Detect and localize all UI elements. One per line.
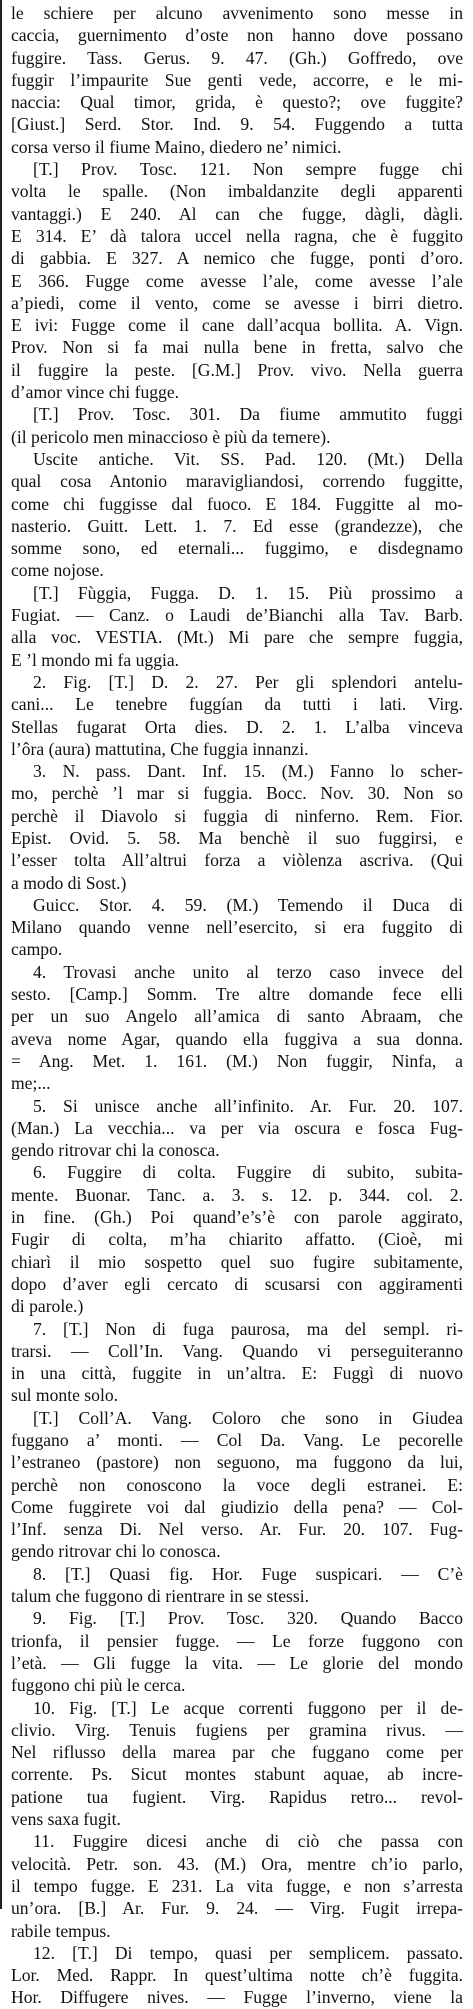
text-line: 5. Si unisce anche all’infinito. Ar. Fur. 20. 107. xyxy=(33,1095,463,1116)
text-line: dopo d’aver egli cercato di scusarsi con aggiramenti xyxy=(11,1273,463,1294)
text-line: qual cosa Antonio maravigliandosi, correndo fuggitte, xyxy=(11,471,463,492)
text-line: trionfa, il pensier fugge. — Le forze fuggono con xyxy=(11,1630,463,1651)
text-line: vens saxa fugit. xyxy=(11,1809,121,1830)
text-line: sesto. [Camp.] Somm. Tre altre domande fece elli xyxy=(11,984,463,1005)
text-line: talum che fuggono di rientrare in se stessi. xyxy=(11,1586,310,1607)
text-line: 3. N. pass. Dant. Inf. 15. (M.) Fanno lo scher- xyxy=(33,761,463,782)
text-line: il fuggire la peste. [G.M.] Prov. vivo. Nella guerra xyxy=(11,359,463,380)
text-line: 7. [T.] Non di fuga paurosa, ma del sempl. ri- xyxy=(33,1318,463,1339)
text-line: gendo ritrovar chi lo conosca. xyxy=(11,1541,221,1562)
text-line: il tempo fugge. E 231. La vita fugge, e non s’arresta xyxy=(11,1875,463,1896)
text-line: l’estraneo (pastore) non seguono, ma fuggono da lui, xyxy=(11,1452,463,1473)
text-line: cani... Le tenebre fuggían da tutti i lati. Virg. xyxy=(11,694,463,715)
text-line: le schiere per alcuno avvenimento sono messe in xyxy=(11,3,463,23)
text-line: come nojose. xyxy=(11,560,104,581)
text-line: alla voc. VESTIA. (Mt.) Mi pare che sempre fuggia, xyxy=(11,627,463,648)
text-line: Nel riflusso della marea par che fuggano come per xyxy=(11,1742,463,1763)
text-line: di gabbia. E 327. A nemico che fugge, ponti d’oro. xyxy=(11,248,463,269)
text-line: come chi fuggisse dal fuoco. E 184. Fuggitte al mo- xyxy=(11,493,463,514)
text-line: d’amor vince chi fugge. xyxy=(11,382,180,403)
text-line: campo. xyxy=(11,939,63,960)
text-line: fuggir l’impaurite Sue genti vede, accorre, e le mi- xyxy=(11,69,463,90)
text-line: clivio. Virg. Tenuis fugiens per gramina rivus. — xyxy=(11,1719,463,1740)
text-line: Stellas fugarat Orta dies. D. 2. 1. L’alba vinceva xyxy=(11,716,463,737)
text-line: perchè il Diavolo si fuggia di ninferno. Rem. Fior. xyxy=(11,805,463,826)
text-line: [T.] Prov. Tosc. 301. Da fiume ammutito fuggi xyxy=(33,404,463,425)
text-line: caccia, guernimento d’oste non hanno dove possano xyxy=(11,25,463,46)
text-line: = Ang. Met. 1. 161. (M.) Non fuggir, Ninfa, a xyxy=(11,1050,463,1071)
text-line: [Giust.] Serd. Stor. Ind. 9. 54. Fuggendo a tutta xyxy=(11,114,463,135)
text-line: in fine. (Gh.) Poi quand’e’s’è con parole aggirato, xyxy=(11,1207,463,1228)
text-line: [T.] Prov. Tosc. 121. Non sempre fugge chi xyxy=(33,159,463,180)
text-line: aveva nome Agar, quando ella fuggiva a sua donna. xyxy=(11,1028,463,1049)
text-line: Guicc. Stor. 4. 59. (M.) Temendo il Duca di xyxy=(33,894,463,915)
text-line: per un suo Angelo all’amica di santo Abraam, che xyxy=(11,1006,463,1027)
text-line: patione tua fugient. Virg. Rapidus retro... revol- xyxy=(11,1786,463,1807)
text-line: 8. [T.] Quasi fig. Hor. Fuge suspicari. — C’è xyxy=(33,1563,463,1584)
text-line: 6. Fuggire di colta. Fuggire di subito, subita- xyxy=(33,1162,463,1183)
text-line: (Man.) La vecchia... va per via oscura e fosca Fug- xyxy=(11,1117,463,1138)
text-line: Fugir di colta, m’ha chiarito affatto. (Cioè, mi xyxy=(11,1229,463,1250)
text-line: Fugiat. — Canz. o Laudi de’Bianchi alla Tav. Barb. xyxy=(11,605,463,626)
text-line: perchè non conoscono la voce degli estranei. E: xyxy=(11,1474,463,1495)
text-line: Epist. Ovid. 5. 58. Ma benchè il suo fuggirsi, e xyxy=(11,827,463,848)
text-line: E ’l mondo mi fa uggia. xyxy=(11,649,180,670)
text-line: somme sono, ed eternali... fuggimo, e disdegnamo xyxy=(11,538,463,559)
text-line: E ivi: Fugge come il cane dall’acqua bollita. A. Vign. xyxy=(11,315,463,336)
text-line: Come fuggirete voi dal giudizio della pena? — Col- xyxy=(11,1496,463,1517)
text-line: Prov. Non si fa mai nulla bene in fretta, salvo che xyxy=(11,337,463,358)
text-line: mo, perchè ’l mar si fuggia. Bocc. Nov. 30. Non so xyxy=(11,783,463,804)
text-line: Uscite antiche. Vit. SS. Pad. 120. (Mt.) Della xyxy=(33,448,463,469)
text-line: chiarì il mio sospetto quel suo fugire subitamente, xyxy=(11,1251,463,1272)
text-line: Milano quando venne nell’esercito, si era fuggito di xyxy=(11,917,463,938)
text-line: 12. [T.] Di tempo, quasi per semplicem. passato. xyxy=(33,1942,463,1963)
text-line: corsa verso il fiume Maino, diedero ne’ nimici. xyxy=(11,136,342,157)
text-line: velocità. Petr. son. 43. (M.) Ora, mentre ch’io parlo, xyxy=(11,1853,463,1874)
text-line: a’piedi, come il vento, come se avesse i birri dietro. xyxy=(11,292,463,313)
text-line: 9. Fig. [T.] Prov. Tosc. 320. Quando Bacco xyxy=(33,1608,463,1629)
text-line: me;... xyxy=(11,1073,51,1094)
text-line: 4. Trovasi anche unito al terzo caso invece del xyxy=(33,961,463,982)
text-line: 11. Fuggire dicesi anche di ciò che passa con xyxy=(33,1831,463,1852)
text-line: corrente. Ps. Sicut montes stabunt aquae, ab incre- xyxy=(11,1764,463,1785)
text-line: in una città, fuggite in un’altra. E: Fuggì di nuovo xyxy=(11,1363,463,1384)
text-line: Lor. Med. Rappr. In quest’ultima notte ch’è fuggita. xyxy=(11,1965,463,1986)
text-line: [T.] Coll’A. Vang. Coloro che sono in Giudea xyxy=(33,1407,463,1428)
text-line: 10. Fig. [T.] Le acque correnti fuggono per il de- xyxy=(33,1697,463,1718)
text-line: trarsi. — Coll’In. Vang. Quando vi perseguiteranno xyxy=(11,1340,463,1361)
text-line: gendo ritrovar chi la conosca. xyxy=(11,1140,220,1161)
text-line: sul monte solo. xyxy=(11,1385,119,1406)
text-line: mente. Buonar. Tanc. a. 3. s. 12. p. 344. col. 2. xyxy=(11,1184,463,1205)
text-line: un’ora. [B.] Ar. Fur. 9. 24. — Virg. Fugit irrepa- xyxy=(11,1898,463,1919)
text-line: volta le spalle. (Non imbaldanzite degli apparenti xyxy=(11,181,463,202)
text-line: Hor. Diffugere nives. — Fugge l’inverno, viene la xyxy=(11,1987,463,2008)
entry-text-column xyxy=(11,2,463,2009)
text-line: vantaggi.) E 240. Al can che fugge, dàgli, dàgli. xyxy=(11,203,463,224)
text-line: a modo di Sost.) xyxy=(11,872,127,893)
text-line: l’età. — Gli fugge la vita. — Le glorie del mondo xyxy=(11,1652,463,1673)
text-line: fuggano a’ monti. — Col Da. Vang. Le pecorelle xyxy=(11,1430,463,1450)
text-line: (il pericolo men minaccioso è più da temere). xyxy=(11,426,331,447)
text-line: [T.] Fùggia, Fugga. D. 1. 15. Più prossimo a xyxy=(33,582,463,603)
text-line: di parole.) xyxy=(11,1296,84,1317)
text-line: l’ôra (aura) mattutina, Che fuggia innanzi. xyxy=(11,738,309,759)
text-line: naccia: Qual timor, grida, è questo?; ove fuggite? xyxy=(11,92,463,113)
text-line: fuggire. Tass. Gerus. 9. 47. (Gh.) Goffredo, ove xyxy=(11,47,463,68)
text-line: E 366. Fugge come avesse l’ale, come avesse l’ale xyxy=(11,270,463,291)
text-line: nasterio. Guitt. Lett. 1. 7. Ed esse (grandezze), che xyxy=(11,515,463,536)
text-line: rabile tempus. xyxy=(11,1920,111,1941)
text-line: fuggono chi più le cerca. xyxy=(11,1675,186,1696)
text-line: l’Inf. senza Di. Nel verso. Ar. Fur. 20. 107. Fug- xyxy=(11,1519,463,1540)
text-line: E 314. E’ dà talora uccel nella ragna, che è fuggito xyxy=(11,225,463,246)
text-line: l’esser tolta All’altrui forza a viòlenza ascriva. (Qui xyxy=(11,850,463,871)
text-line: 2. Fig. [T.] D. 2. 27. Per gli splendori antelu- xyxy=(33,671,463,692)
